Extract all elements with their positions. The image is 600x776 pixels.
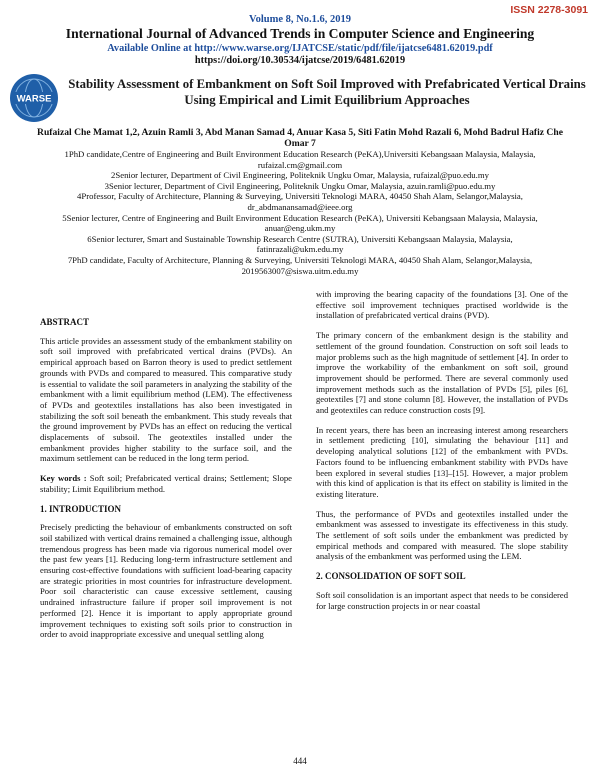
keywords-text: Soft soil; Prefabricated vertical drains; Settlement; Slope stability; Limit Equilibrium method. xyxy=(40,473,292,494)
affiliation-6: 6Senior lecturer, Smart and Sustainable Township Research Centre (SUTRA), Universiti Kebangsaan Malaysia, Malaysia, fatinrazali@ukm.edu.my xyxy=(87,233,513,255)
page-number: 444 xyxy=(293,756,307,766)
left-column xyxy=(40,317,292,649)
paper-title: Stability Assessment of Embankment on Soft Soil Improved with Prefabricated Vertical Drains Using Empirical and Limit Equilibrium Approaches xyxy=(68,77,586,107)
volume-line: Volume 8, No.1.6, 2019 xyxy=(249,14,351,25)
affiliation-5: 5Senior lecturer, Centre of Engineering and Built Environment Education Research (PeKA), Universiti Kebangsaan Malaysia, Malaysia, anuar@eng.ukm.my xyxy=(62,212,538,234)
journal-masthead xyxy=(0,14,600,66)
paragraph-4: Thus, the performance of PVDs and geotextiles installed under the embankment was assessed to investigate its effectiveness in this study. The settlement of soft soils under the embankment was predicted by empirical methods and compared with measured. The slope stability analysis of the embankment was performed using the LEM. xyxy=(316,508,568,562)
paragraph-2: The primary concern of the embankment design is the stability and settlement of the ground foundation. Construction on soft soil leads to major problems such as the high magnitude of settlement [4]. In order to improve the workability of the embankment on soft soil, ground improvement should be performed. There are several commonly used improvement methods such as the installation of PVDs [5], piles [6], geotextiles [7] and stone column [8]. However, the installation of PVDs and geotextiles can reduce construction costs [9]. xyxy=(316,330,568,416)
paragraph-1: with improving the bearing capacity of the foundations [3]. One of the effective soil improvement techniques practised worldwide is the installation of prefabricated vertical drains (PVD). xyxy=(316,289,568,321)
doi-link[interactable]: https://doi.org/10.30534/ijatcse/2019/6481.62019 xyxy=(194,55,406,66)
affiliation-4: 4Professor, Faculty of Architecture, Planning & Surveying, Universiti Teknologi MARA, 40450 Shah Alam, Selangor,Malaysia, dr_abdmanansamad@ieee.org xyxy=(77,191,523,212)
affiliation-1: 1PhD candidate,Centre of Engineering and Built Environment Education Research (PeKA),Universiti Kebangsaan Malaysia, Malaysia, rufaizal.cm@gmail.com xyxy=(64,149,536,170)
author-list: Rufaizal Che Mamat 1,2, Azuin Ramli 3, Abd Manan Samad 4, Anuar Kasa 5, Siti Fatin Mohd Razali 6, Mohd Badrul Hafiz Che Omar 7 xyxy=(37,127,563,149)
introduction-text: Precisely predicting the behaviour of embankments constructed on soft soil stabilized with vertical drains remained a challenging issue, although tremendous progress has been made via rigorous numerical model over the past few years [1]. Reducing long-term infrastructure settlement and ensuring cost-effective foundations with sufficient load-bearing capacity are strategic priorities in most countries for infrastructure development. Poor soil characteristic can cause excessive settlement, causing undrained infrastructure failure if proper soil improvement is not performed [2]. Hence it is important to apply appropriate ground improvement techniques to existing soft soils prior to construction in order to avoid inappropriate excessive and unequal settling along xyxy=(40,522,293,640)
paragraph-3: In recent years, there has been an increasing interest among researchers in settlement predicting [10], simulating the behaviour [11] and developing analytical solutions [12] of the embankment with PVDs. Factors found to be influencing embankment stability with PVDs have been explored in several studies [13]–[15]. However, a major problem with this kind of application is that its effect on stability is limited in the existing literature. xyxy=(316,424,568,499)
affiliation-2: 2Senior lecturer, Department of Civil Engineering, Politeknik Ungku Omar, Malaysia, rufaizal@puo.edu.my xyxy=(111,170,489,181)
logo-text: WARSE xyxy=(16,93,52,105)
keywords xyxy=(40,473,292,494)
introduction-heading: 1. INTRODUCTION xyxy=(40,503,122,514)
keywords-label: Key words : xyxy=(40,473,87,484)
right-column xyxy=(316,289,568,620)
abstract-heading: ABSTRACT xyxy=(40,317,90,327)
section-2-heading: 2. CONSOLIDATION OF SOFT SOIL xyxy=(316,571,466,582)
warse-logo-icon xyxy=(8,72,60,124)
issn-label: ISSN 2278-3091 xyxy=(510,4,588,16)
affiliation-3: 3Senior lecturer, Department of Civil Engineering, Politeknik Ungku Omar, Malaysia, azuin.ramli@puo.edu.my xyxy=(104,180,496,191)
abstract-text: This article provides an assessment study of the embankment stability on soft soil improved with prefabricated vertical drains (PVDs). An empirical approach based on Barron theory is used to predict settlement grounds with PVDs and compared to measured. This comparative study is essential to validate the soil parameters in analyzing the stability of the embankment with a limit equilibrium method (LEM). The effectiveness of PVDs and geotextiles installations has also been investigated in stabilizing the soft soil beneath the embankment. This study reveals that the ground improvement by PVDs has an effect on reducing the vertical displacements of subsoil. The geotextiles installed under the embankment provides higher stability to the surface soil, and the maximum settlement can be reduced in the long term period. xyxy=(40,335,292,464)
affiliation-7: 7PhD candidate, Faculty of Architecture, Planning & Surveying, Universiti Teknologi MARA, 40450 Shah Alam, Selangor,Malaysia, 2019563007@siswa.uitm.edu.my xyxy=(67,254,533,276)
available-online-link[interactable]: Available Online at http://www.warse.org/IJATCSE/static/pdf/file/ijatcse6481.62019.pdf xyxy=(107,43,493,54)
affiliations xyxy=(45,149,555,276)
journal-name: International Journal of Advanced Trends in Computer Science and Engineering xyxy=(65,26,535,41)
paragraph-5: Soft soil consolidation is an important aspect that needs to be considered for large construction projects in or near coastal xyxy=(316,589,568,611)
